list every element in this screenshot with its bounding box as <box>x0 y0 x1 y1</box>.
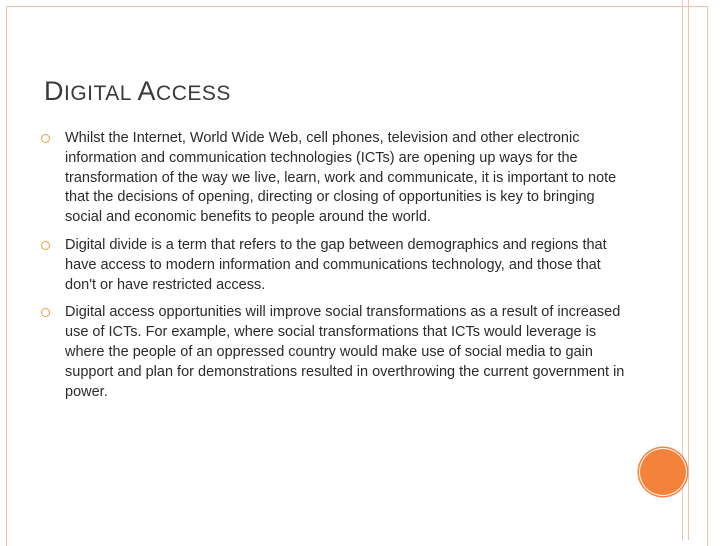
title-part: CCESS <box>156 82 231 105</box>
bullet-list <box>40 129 630 410</box>
title-part: D <box>44 76 64 106</box>
orange-circle-icon <box>640 449 686 495</box>
hollow-circle-bullet-icon <box>41 308 50 317</box>
slide-title <box>44 76 231 107</box>
title-part: A <box>137 76 157 106</box>
hollow-circle-bullet-icon <box>41 241 50 250</box>
bullet-text: Digital divide is a term that refers to the gap between demographics and regions that have access to modern information and communications technology, and those that don't or have restricted access. <box>65 236 607 293</box>
decorative-line-right <box>688 0 689 540</box>
hollow-circle-bullet-icon <box>41 134 50 143</box>
bullet-text: Whilst the Internet, World Wide Web, cell phones, television and other electronic information and communication technologies (ICTs) are opening up ways for the transformation of the way we live, learn, work and communicate, it is important to note that the decisions of opening, directing or closing of opportunities is key to bringing social and economic benefits to people around the world. <box>65 130 617 226</box>
title-part: IGITAL <box>64 82 138 105</box>
bullet-item <box>40 236 630 295</box>
bullet-text: Digital access opportunities will improve social transformations as a result of increased use of ICTs. For example, where social transformations that ICTs would leverage is where the people of an oppressed country would make use of social media to gain support and plan for demonstrations resulted in overthrowing the current government in power. <box>65 304 625 400</box>
bullet-item <box>40 303 630 402</box>
bullet-item <box>40 129 630 228</box>
